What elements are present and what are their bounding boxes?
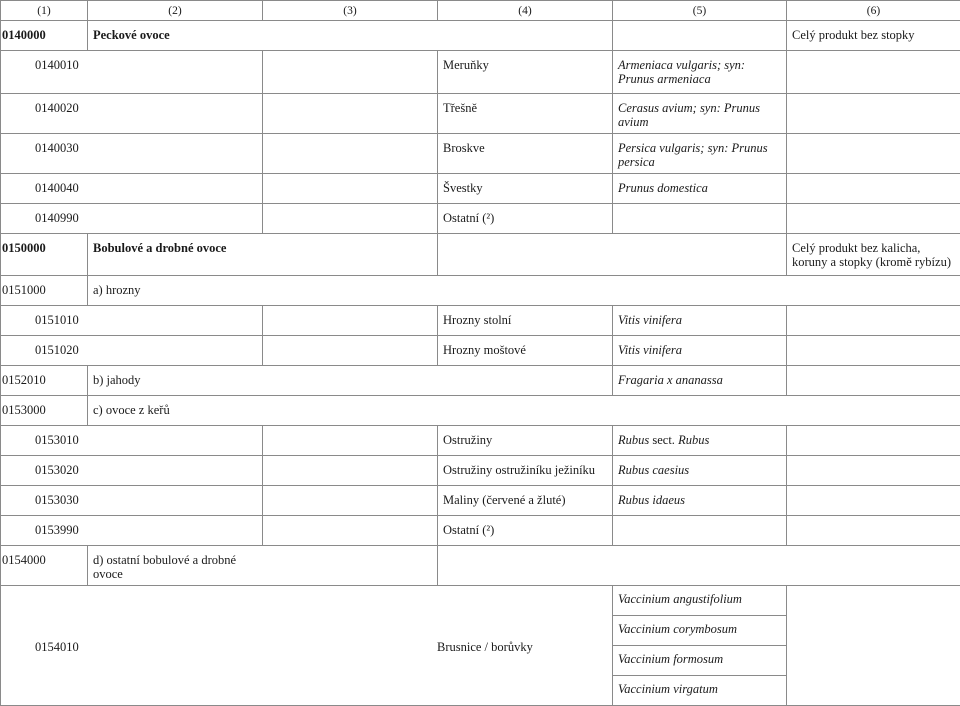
row-code: 0154010 <box>35 640 437 654</box>
empty-cell <box>263 456 438 486</box>
empty-cell <box>787 516 960 546</box>
empty-cell <box>263 306 438 336</box>
empty-cell <box>438 234 787 276</box>
row-code: 0151020 <box>1 336 263 366</box>
empty-cell <box>263 486 438 516</box>
empty-cell <box>787 486 960 516</box>
subgroup-title: b) jahody <box>88 366 613 396</box>
latin-rank: sect. <box>649 433 678 447</box>
product-name: Ostatní (²) <box>438 516 613 546</box>
table-row <box>1 546 960 586</box>
header-col-3: (3) <box>263 1 438 21</box>
subgroup-title: a) hrozny <box>88 276 960 306</box>
empty-cell <box>787 306 960 336</box>
row-code: 0151000 <box>1 276 88 306</box>
latin-name <box>613 426 787 456</box>
header-col-5: (5) <box>613 1 787 21</box>
latin-genus: Rubus <box>618 433 649 447</box>
empty-cell <box>438 546 960 586</box>
row-code: 0140020 <box>1 94 263 134</box>
product-name: Hrozny moštové <box>438 336 613 366</box>
empty-cell <box>263 336 438 366</box>
empty-cell <box>787 204 960 234</box>
product-name: Broskve <box>438 134 613 174</box>
header-col-6: (6) <box>787 1 960 21</box>
table-row <box>1 586 960 616</box>
empty-cell <box>613 204 787 234</box>
empty-cell <box>787 51 960 94</box>
latin-name: Vaccinium virgatum <box>613 676 787 706</box>
latin-name: Rubus idaeus <box>613 486 787 516</box>
product-name: Třešně <box>438 94 613 134</box>
header-col-4: (4) <box>438 1 613 21</box>
table-row <box>1 51 960 94</box>
header-row <box>1 1 960 21</box>
empty-cell <box>263 51 438 94</box>
subgroup-title: c) ovoce z keřů <box>88 396 960 426</box>
empty-cell <box>263 174 438 204</box>
header-col-1: (1) <box>1 1 88 21</box>
latin-name: Cerasus avium; syn: Prunus avium <box>613 94 787 134</box>
header-col-2: (2) <box>88 1 263 21</box>
table-row <box>1 516 960 546</box>
empty-cell <box>263 426 438 456</box>
row-code: 0154000 <box>1 546 88 586</box>
subgroup-text: d) ostatní bobulové a drobné ovoce <box>93 553 243 581</box>
latin-name: Prunus domestica <box>613 174 787 204</box>
empty-cell <box>263 516 438 546</box>
latin-name: Vaccinium angustifolium <box>613 586 787 616</box>
table-row <box>1 174 960 204</box>
product-name: Meruňky <box>438 51 613 94</box>
latin-name: Persica vulgaris; syn: Prunus persica <box>613 134 787 174</box>
product-name: Maliny (červené a žluté) <box>438 486 613 516</box>
latin-name: Vitis vinifera <box>613 306 787 336</box>
empty-cell <box>613 21 787 51</box>
latin-name: Vitis vinifera <box>613 336 787 366</box>
empty-cell <box>263 94 438 134</box>
empty-cell <box>787 174 960 204</box>
row-code: 0153020 <box>1 456 263 486</box>
row-code: 0140990 <box>1 204 263 234</box>
empty-cell <box>263 134 438 174</box>
latin-name: Fragaria x ananassa <box>613 366 787 396</box>
table-row <box>1 366 960 396</box>
empty-cell <box>787 336 960 366</box>
row-code: 0150000 <box>1 234 88 276</box>
table-row <box>1 306 960 336</box>
group-title: Peckové ovoce <box>88 21 613 51</box>
row-code: 0140000 <box>1 21 88 51</box>
product-name: Ostatní (²) <box>438 204 613 234</box>
latin-section: Rubus <box>678 433 709 447</box>
latin-name: Rubus caesius <box>613 456 787 486</box>
row-code: 0152010 <box>1 366 88 396</box>
latin-name: Vaccinium formosum <box>613 646 787 676</box>
table-row <box>1 456 960 486</box>
row-code: 0153030 <box>1 486 263 516</box>
latin-name: Vaccinium corymbosum <box>613 616 787 646</box>
empty-cell <box>787 134 960 174</box>
group-title: Bobulové a drobné ovoce <box>88 234 438 276</box>
empty-cell <box>613 516 787 546</box>
row-code: 0153010 <box>1 426 263 456</box>
empty-cell <box>787 366 960 396</box>
table-row <box>1 486 960 516</box>
table-row <box>1 276 960 306</box>
row-code: 0140010 <box>1 51 263 94</box>
table-row <box>1 134 960 174</box>
table-row <box>1 204 960 234</box>
part-applied-note: Celý produkt bez kalicha, koruny a stopky (kromě rybízu) <box>787 234 960 276</box>
table-row <box>1 336 960 366</box>
product-name: Švestky <box>438 174 613 204</box>
subgroup-title <box>88 546 438 586</box>
table-row <box>1 21 960 51</box>
empty-cell <box>787 94 960 134</box>
row-code: 0153990 <box>1 516 263 546</box>
table-row <box>1 234 960 276</box>
product-name: Hrozny stolní <box>438 306 613 336</box>
empty-cell <box>787 426 960 456</box>
row-code: 0140040 <box>1 174 263 204</box>
empty-cell <box>263 204 438 234</box>
table-row <box>1 426 960 456</box>
product-name: Brusnice / borůvky <box>437 640 533 654</box>
product-name: Ostružiny <box>438 426 613 456</box>
table-row <box>1 94 960 134</box>
row-code: 0153000 <box>1 396 88 426</box>
empty-cell <box>787 456 960 486</box>
product-name: Ostružiny ostružiníku ježiníku <box>438 456 613 486</box>
latin-name: Armeniaca vulgaris; syn: Prunus armeniaca <box>613 51 787 94</box>
table-row <box>1 396 960 426</box>
row-code: 0151010 <box>1 306 263 336</box>
part-applied-note: Celý produkt bez stopky <box>787 21 960 51</box>
row-code: 0140030 <box>1 134 263 174</box>
